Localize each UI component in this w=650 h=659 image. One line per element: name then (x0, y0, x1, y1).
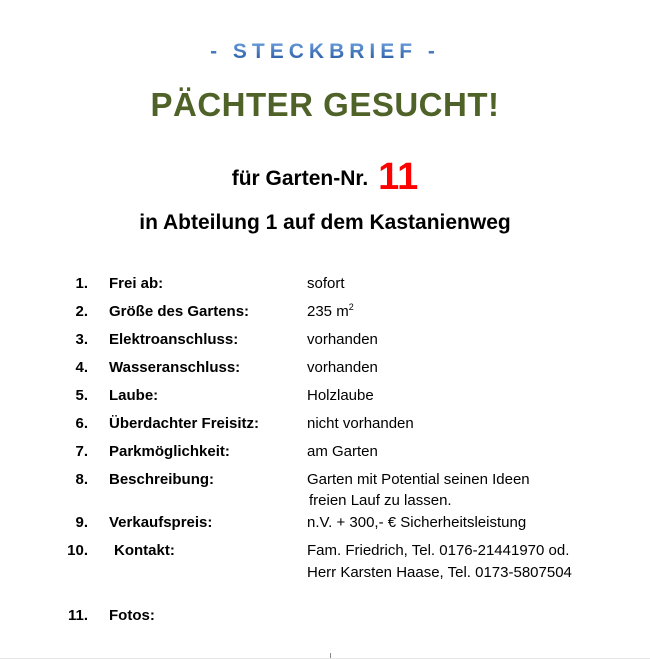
item-value-line2: freien Lauf zu lassen. (309, 492, 452, 509)
item-number: 6. (75, 415, 88, 432)
item-value: sofort (307, 275, 345, 292)
item-label: Größe des Gartens: (109, 303, 250, 320)
headline: PÄCHTER GESUCHT! (150, 86, 500, 123)
item-label: Kontakt: (114, 542, 175, 559)
item-number: 11. (67, 607, 88, 624)
item-label: Beschreibung: (109, 471, 215, 488)
item-value: Holzlaube (307, 387, 374, 404)
item-label: Elektroanschluss: (109, 331, 239, 348)
item-value: nicht vorhanden (307, 415, 414, 432)
item-label: Überdachter Freisitz: (109, 415, 260, 432)
item-value: Fam. Friedrich, Tel. 0176-21441970 od. (307, 542, 570, 559)
item-value: 235 m (307, 303, 349, 320)
location-line: in Abteilung 1 auf dem Kastanienweg (139, 211, 511, 234)
item-value: vorhanden (307, 359, 378, 376)
item-number: 5. (75, 387, 88, 404)
item-label: Laube: (109, 387, 159, 404)
item-value: n.V. + 300,- € Sicherheitsleistung (307, 514, 527, 531)
item-label: Fotos: (109, 607, 155, 624)
item-label: Parkmöglichkeit: (109, 443, 230, 460)
item-number: 4. (75, 359, 88, 376)
item-value-line2: Herr Karsten Haase, Tel. 0173-5807504 (307, 564, 572, 581)
item-label: Verkaufspreis: (109, 514, 213, 531)
item-value: Garten mit Potential seinen Ideen (307, 471, 530, 488)
item-number: 3. (75, 331, 88, 348)
item-number: 8. (75, 471, 88, 488)
garden-number: 11 (378, 156, 419, 198)
steckbrief-title: - STECKBRIEF - (0, 40, 650, 64)
item-label: Frei ab: (109, 275, 164, 292)
item-label: Wasseranschluss: (109, 359, 241, 376)
item-value-wrap (307, 302, 354, 322)
item-number: 1. (75, 275, 88, 292)
garden-number-line (0, 156, 650, 199)
item-number: 7. (75, 443, 88, 460)
garden-prefix: für Garten-Nr. (231, 167, 369, 190)
item-number: 10. (67, 542, 88, 559)
item-number: 2. (75, 303, 88, 320)
item-number: 9. (75, 514, 88, 531)
item-value: vorhanden (307, 331, 378, 348)
item-value: am Garten (307, 443, 378, 460)
item-value-superscript: 2 (348, 302, 354, 312)
